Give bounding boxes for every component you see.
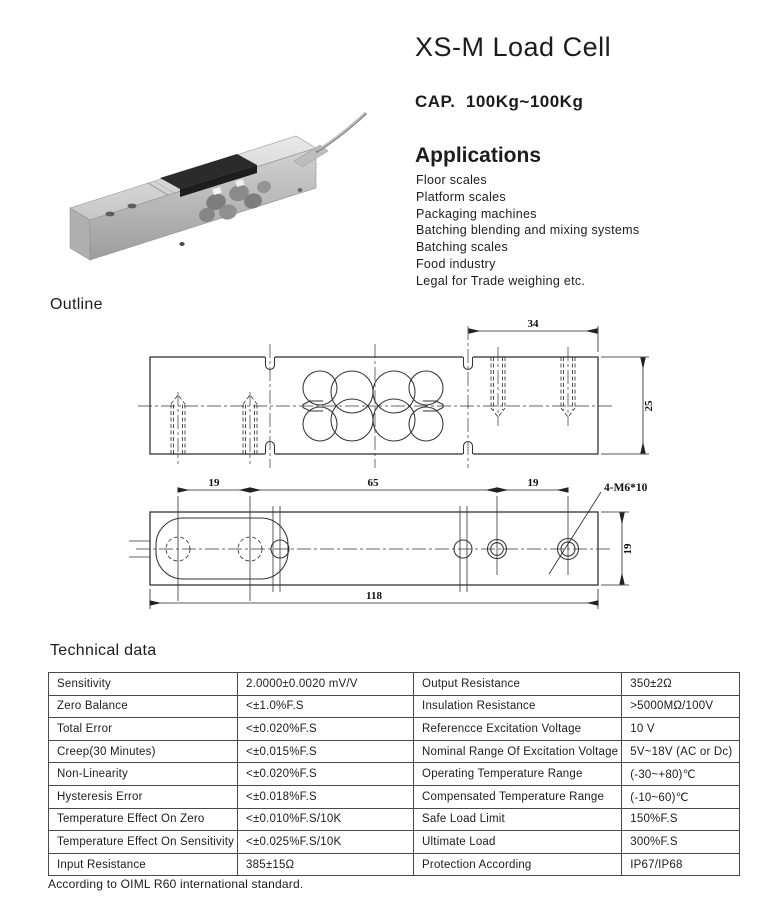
spec-value: <±0.018%F.S bbox=[238, 785, 414, 808]
applications-list bbox=[416, 172, 639, 290]
spec-value: <±0.015%F.S bbox=[238, 740, 414, 763]
capacity-line: CAP. 100Kg~100Kg bbox=[415, 92, 584, 111]
application-item: Floor scales bbox=[416, 173, 487, 187]
spec-label: Zero Balance bbox=[49, 695, 238, 718]
standard-note: According to OIML R60 international standard. bbox=[48, 877, 304, 891]
table-row bbox=[49, 740, 740, 763]
dim-25: 25 bbox=[643, 400, 655, 412]
spec-label: Input Resistance bbox=[49, 853, 238, 876]
spec-table bbox=[48, 672, 740, 876]
load-cell-body bbox=[70, 112, 366, 260]
table-row bbox=[49, 831, 740, 854]
spec-value: 5V~18V (AC or Dc) bbox=[622, 740, 740, 763]
application-item: Batching blending and mixing systems bbox=[416, 223, 640, 238]
spec-label: Creep(30 Minutes) bbox=[49, 740, 238, 763]
page-title: XS-M Load Cell bbox=[415, 32, 612, 62]
table-row bbox=[49, 808, 740, 831]
spec-value: >5000MΩ/100V bbox=[622, 695, 740, 718]
spec-label: Output Resistance bbox=[414, 673, 622, 696]
table-row bbox=[49, 695, 740, 718]
side-view bbox=[138, 318, 655, 468]
thread-callout: 4-M6*10 bbox=[604, 482, 648, 494]
application-item: Platform scales bbox=[416, 189, 506, 204]
product-photo bbox=[68, 98, 368, 270]
spec-value: (-10~60)℃ bbox=[622, 785, 740, 808]
spec-value: 300%F.S bbox=[622, 831, 740, 854]
dim-19-right: 19 bbox=[527, 477, 539, 489]
table-row bbox=[49, 785, 740, 808]
spec-label: Sensitivity bbox=[49, 673, 238, 696]
table-row bbox=[49, 673, 740, 696]
spec-label: Non-Linearity bbox=[49, 763, 238, 786]
spec-label: Operating Temperature Range bbox=[414, 763, 622, 786]
outline-heading: Outline bbox=[50, 296, 103, 313]
spec-label: Safe Load Limit bbox=[414, 808, 622, 831]
spec-value: <±0.010%F.S/10K bbox=[238, 808, 414, 831]
spec-value: 385±15Ω bbox=[238, 853, 414, 876]
spec-label: Temperature Effect On Zero bbox=[49, 808, 238, 831]
spec-value: <±1.0%F.S bbox=[238, 695, 414, 718]
spec-label: Temperature Effect On Sensitivity bbox=[49, 831, 238, 854]
spec-value: <±0.020%F.S bbox=[238, 763, 414, 786]
table-row bbox=[49, 718, 740, 741]
applications-heading: Applications bbox=[415, 144, 542, 167]
spec-value: 150%F.S bbox=[622, 808, 740, 831]
spec-label: Referencce Excitation Voltage bbox=[414, 718, 622, 741]
spec-value: <±0.025%F.S/10K bbox=[238, 831, 414, 854]
spec-value: (-30~+80)℃ bbox=[622, 763, 740, 786]
application-item: Legal for Trade weighing etc. bbox=[416, 273, 586, 288]
spec-value: 2.0000±0.0020 mV/V bbox=[238, 673, 414, 696]
spec-value: 10 V bbox=[622, 718, 740, 741]
table-row bbox=[49, 763, 740, 786]
outline-drawing bbox=[0, 318, 780, 618]
application-item: Packaging machines bbox=[416, 206, 537, 221]
spec-label: Total Error bbox=[49, 718, 238, 741]
table-row bbox=[49, 853, 740, 876]
application-item: Batching scales bbox=[416, 240, 509, 255]
spec-value: 350±2Ω bbox=[622, 673, 740, 696]
dim-19-left: 19 bbox=[208, 477, 220, 489]
spec-value: IP67/IP68 bbox=[622, 853, 740, 876]
spec-label: Protection According bbox=[414, 853, 622, 876]
spec-label: Ultimate Load bbox=[414, 831, 622, 854]
spec-label: Insulation Resistance bbox=[414, 695, 622, 718]
spec-label: Hysteresis Error bbox=[49, 785, 238, 808]
dim-19-width: 19 bbox=[622, 543, 634, 555]
spec-label: Compensated Temperature Range bbox=[414, 785, 622, 808]
dim-118: 118 bbox=[366, 590, 382, 602]
spec-label: Nominal Range Of Excitation Voltage bbox=[414, 740, 622, 763]
application-item: Food industry bbox=[416, 256, 496, 271]
spec-value: <±0.020%F.S bbox=[238, 718, 414, 741]
dim-65: 65 bbox=[367, 477, 379, 489]
technical-heading: Technical data bbox=[50, 642, 157, 659]
dim-34: 34 bbox=[527, 318, 539, 330]
top-view bbox=[129, 477, 648, 609]
